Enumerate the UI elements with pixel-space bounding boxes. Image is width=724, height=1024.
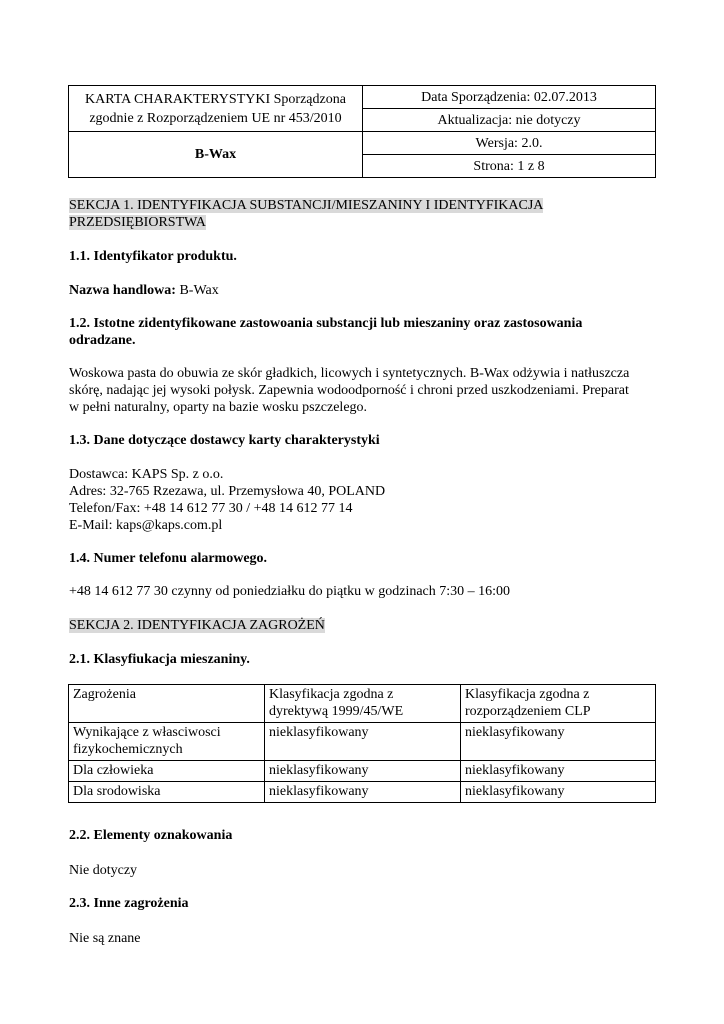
document-title-line2: zgodnie z Rozporządzeniem UE nr 453/2010 (89, 110, 342, 126)
table-header-row (69, 685, 656, 723)
description-line2: skórę, nadając jej wysoki połysk. Zapewnia wodoodporność i chroni przed uszkodzeniami. Preparat (69, 383, 629, 398)
description-line3: w pełni naturalny, oparty na bazie wosku pszczelego. (69, 400, 368, 415)
update-cell: Aktualizacja: nie dotyczy (363, 109, 656, 132)
trade-name (69, 282, 659, 299)
row3-hazard: Dla srodowiska (69, 782, 265, 803)
section1-title-line2: PRZEDSIĘBIORSTWA (69, 215, 206, 230)
header-cell-clp (461, 685, 656, 723)
description-line1: Woskowa pasta do obuwia ze skór gładkich, licowych i syntetycznych. B-Wax odżywia i natłuszcza (69, 366, 630, 381)
emergency-phone: +48 14 612 77 30 czynny od poniedziałku do piątku w godzinach 7:30 – 16:00 (69, 584, 511, 599)
document-title-line1: KARTA CHARAKTERYSTYKI Sporządzona (85, 91, 346, 107)
s22-text: Nie dotyczy (69, 863, 138, 878)
row3-directive: nieklasyfikowany (265, 782, 461, 803)
s12-heading-line1: 1.2. Istotne zidentyfikowane zastowoania substancji lub mieszaniny oraz zastosowania (69, 316, 583, 331)
classification-table (68, 684, 656, 803)
row2-hazard: Dla człowieka (69, 761, 265, 782)
s23-text: Nie są znane (69, 931, 141, 946)
s11-heading: 1.1. Identyfikator produktu. (69, 249, 237, 264)
header-clp-line1: Klasyfikacja zgodna z (465, 687, 590, 702)
version-cell: Wersja: 2.0. (363, 132, 656, 155)
row1-hazard-line1: Wynikające z własciwosci (73, 725, 221, 740)
row1-hazard (69, 723, 265, 761)
header-directive-line1: Klasyfikacja zgodna z (269, 687, 394, 702)
header-cell-hazards (69, 685, 265, 723)
email-line: E-Mail: kaps@kaps.com.pl (69, 518, 223, 533)
supplier-details (69, 466, 659, 534)
product-description (69, 365, 659, 416)
table-row (69, 723, 656, 761)
date-cell: Data Sporządzenia: 02.07.2013 (363, 86, 656, 109)
trade-name-value: B-Wax (175, 283, 219, 298)
s23-heading: 2.3. Inne zagrożenia (69, 896, 189, 911)
table-row (69, 782, 656, 803)
page-number-cell: Strona: 1 z 8 (363, 155, 656, 178)
supplier-line: Dostawca: KAPS Sp. z o.o. (69, 467, 224, 482)
s13-heading: 1.3. Dane dotyczące dostawcy karty charakterystyki (69, 433, 380, 448)
s12-heading-line2: odradzane. (69, 333, 136, 348)
header-table (68, 85, 656, 178)
header-cell-directive (265, 685, 461, 723)
product-name-cell: B-Wax (69, 132, 363, 178)
s12-heading (69, 315, 659, 349)
row2-clp: nieklasyfikowany (461, 761, 656, 782)
trade-name-label: Nazwa handlowa: (69, 283, 176, 298)
header-clp-line2: rozporządzeniem CLP (465, 704, 591, 719)
header-directive-line2: dyrektywą 1999/45/WE (269, 704, 404, 719)
s22-heading: 2.2. Elementy oznakowania (69, 828, 233, 843)
section1-title-line1: SEKCJA 1. IDENTYFIKACJA SUBSTANCJI/MIESZANINY I IDENTYFIKACJA (69, 198, 544, 213)
phone-line: Telefon/Fax: +48 14 612 77 30 / +48 14 612 77 14 (69, 501, 353, 516)
address-line: Adres: 32-765 Rzezawa, ul. Przemysłowa 40, POLAND (69, 484, 386, 499)
s14-heading: 1.4. Numer telefonu alarmowego. (69, 551, 268, 566)
s21-heading: 2.1. Klasyfiukacja mieszaniny. (69, 652, 250, 667)
header-hazards-line1: Zagrożenia (73, 687, 136, 702)
section1-title (69, 197, 659, 231)
section2-title (69, 617, 659, 634)
row3-clp: nieklasyfikowany (461, 782, 656, 803)
row2-directive: nieklasyfikowany (265, 761, 461, 782)
row1-hazard-line2: fizykochemicznych (73, 742, 183, 757)
row1-directive: nieklasyfikowany (265, 723, 461, 761)
table-row (69, 761, 656, 782)
section2-title-text: SEKCJA 2. IDENTYFIKACJA ZAGROŻEŃ (69, 618, 325, 633)
row1-clp: nieklasyfikowany (461, 723, 656, 761)
document-title-cell (69, 86, 363, 132)
